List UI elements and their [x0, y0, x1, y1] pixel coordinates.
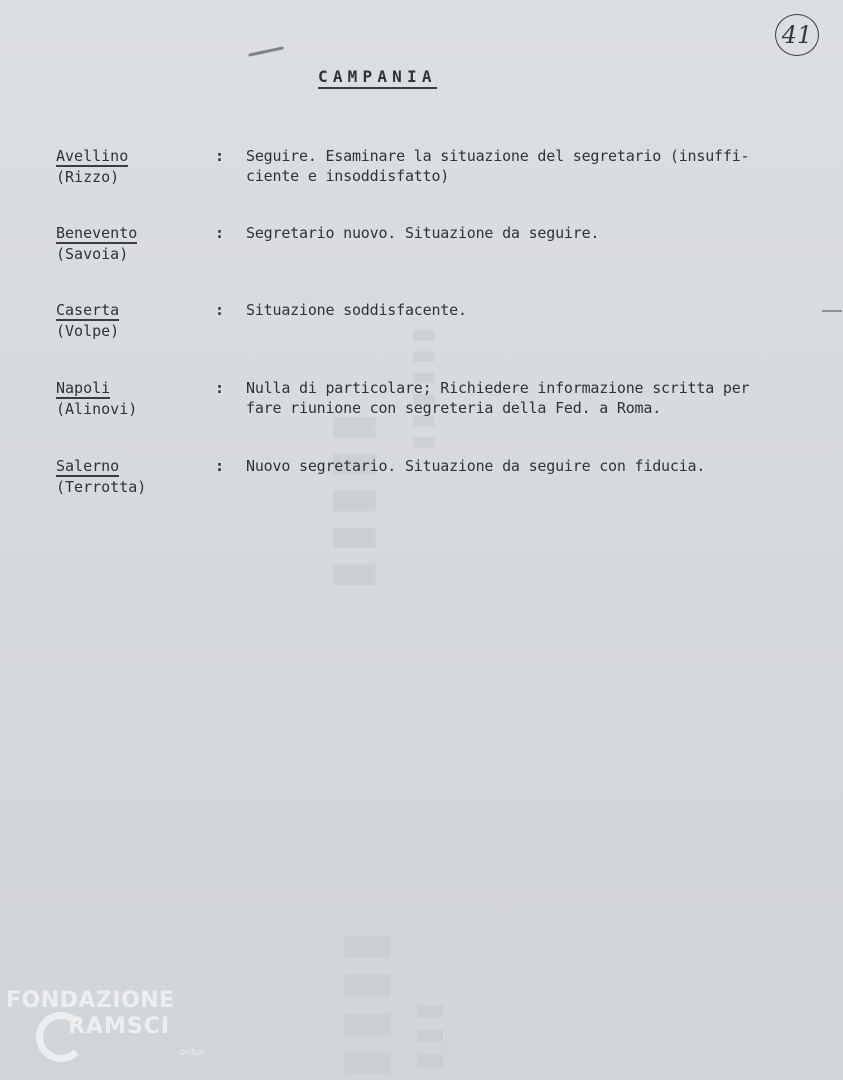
- province-block: [56, 456, 146, 497]
- separator: :: [215, 301, 225, 319]
- entry-note: Segretario nuovo. Situazione da seguire.: [246, 224, 600, 242]
- province-name: Caserta: [56, 301, 120, 319]
- secretary-name: (Savoia): [56, 245, 129, 263]
- province-block: [56, 378, 137, 419]
- entry-note: Nuovo segretario. Situazione da seguire con fiducia.: [246, 457, 706, 475]
- secretary-name: (Alinovi): [56, 400, 138, 418]
- handwritten-page-number: 41: [775, 14, 819, 56]
- entry-note: Nulla di particolare; Richiedere informazione scritta per fare riunione con segreteria della Fed. a Roma.: [246, 379, 750, 417]
- watermark-line2: RAMSCI: [68, 1014, 171, 1039]
- separator: :: [215, 379, 225, 397]
- watermark-sub: onlus: [180, 1048, 205, 1058]
- province-block: [56, 223, 137, 264]
- separator: :: [215, 147, 225, 165]
- secretary-name: (Rizzo): [56, 168, 120, 186]
- separator: :: [215, 457, 225, 475]
- province-name: Salerno: [56, 457, 120, 475]
- secretary-name: (Volpe): [56, 322, 120, 340]
- watermark-g-logo-icon: [36, 1012, 86, 1062]
- bleed-through-stamp-lower: ▮▮▮▮: [328, 923, 398, 1080]
- province-block: [56, 300, 119, 341]
- province-block: [56, 146, 128, 187]
- bleed-through-stamp: ▮▮▮▮▮: [318, 405, 383, 590]
- bleed-through-stamp-lower-small: ▮▮▮: [408, 995, 448, 1070]
- province-name: Benevento: [56, 224, 138, 242]
- edge-mark: [822, 310, 842, 312]
- secretary-name: (Terrotta): [56, 478, 147, 496]
- pen-stroke: [248, 46, 284, 56]
- fondazione-gramsci-watermark: [6, 988, 216, 1058]
- watermark-line1: FONDAZIONE: [6, 988, 175, 1013]
- bleed-through-stamp-small: ▮▮▮▮▮▮: [405, 321, 438, 450]
- document-title: CAMPANIA: [318, 68, 437, 89]
- entry-note: Situazione soddisfacente.: [246, 301, 467, 319]
- entry-note: Seguire. Esaminare la situazione del segretario (insuffi- ciente e insoddisfatto): [246, 147, 750, 185]
- province-name: Avellino: [56, 147, 129, 165]
- province-name: Napoli: [56, 379, 111, 397]
- separator: :: [215, 224, 225, 242]
